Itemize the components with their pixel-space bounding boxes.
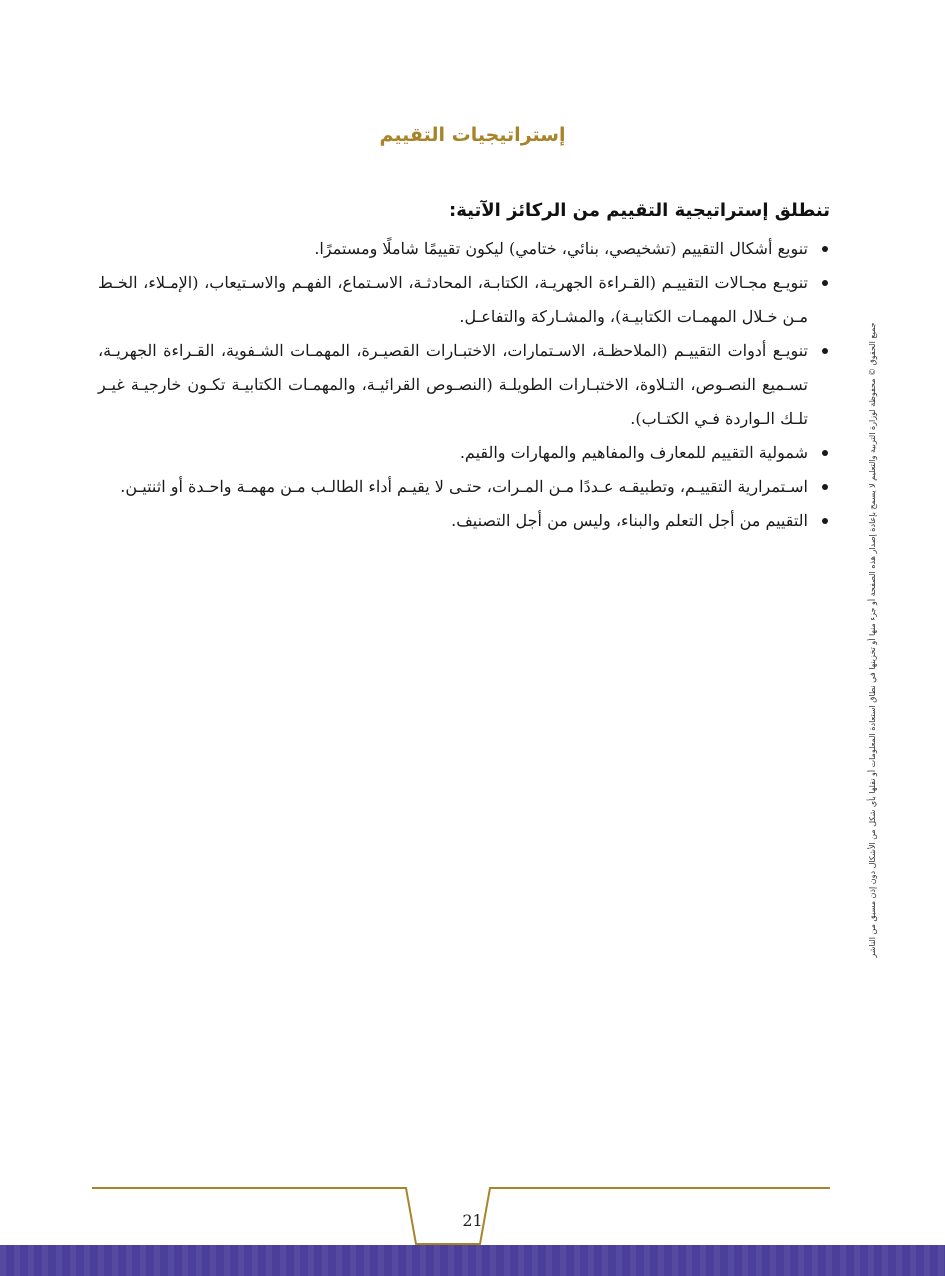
footer-band	[0, 1245, 945, 1276]
list-item-text: شمولية التقييم للمعارف والمفاهيم والمهارات والقيم.	[459, 443, 808, 462]
list-item-text: تنويـع أدوات التقييـم (الملاحظـة، الاسـتمارات، الاختبـارات القصيـرة، المهمـات الشـفوية، القـراءة الجهريـة، تسـميع النصـوص، التـلاوة، الاختبـارات الطويلـة (النصـوص القرائيـة، والمهمـات الكتابيـة تكـون خارجيـة غيـر تلـك الـواردة فـي الكتـاب).	[98, 341, 808, 428]
bullet-icon	[822, 450, 828, 456]
list-item	[98, 504, 830, 538]
list-item-text: تنويـع مجـالات التقييـم (القـراءة الجهريـة، الكتابـة، المحادثـة، الاسـتماع، الفهـم والاسـتيعاب، (الإمـلاء، الخـط مـن خـلال المهمـات الكتابيـة)، والمشـاركة والتفاعـل.	[98, 273, 808, 326]
list-item	[98, 470, 830, 504]
bullet-icon	[822, 484, 828, 490]
bullet-icon	[822, 246, 828, 252]
bullet-list	[98, 232, 830, 538]
list-item	[98, 232, 830, 266]
list-item	[98, 334, 830, 436]
list-item-text: التقييم من أجل التعلم والبناء، وليس من أجل التصنيف.	[451, 511, 808, 530]
intro-heading: تنطلق إستراتيجية التقييم من الركائز الآتية:	[449, 200, 830, 221]
list-item-text: تنويع أشكال التقييم (تشخيصي، بنائي، ختامي) ليكون تقييمًا شاملًا ومستمرًا.	[314, 239, 808, 258]
page-number: 21	[462, 1211, 483, 1230]
bullet-icon	[822, 518, 828, 524]
bullet-icon	[822, 280, 828, 286]
copyright-side-note	[866, 280, 880, 1000]
page-title: إستراتيجيات التقييم	[379, 124, 566, 146]
copyright-text: جميع الحقوق © محفوظة لوزارة التربية والتعليم لا يسمح بإعادة إصدار هذه الصفحة أو جزء منها أو تخزينها في نطاق استعادة المعلومات أو نقلها بأي شكل من الأشكال دون إذن مسبق من الناشر	[868, 322, 877, 958]
list-item	[98, 266, 830, 334]
list-item	[98, 436, 830, 470]
list-item-text: اسـتمرارية التقييـم، وتطبيقـه عـددًا مـن المـرات، حتـى لا يقيـم أداء الطالـب مـن مهمـة واحـدة أو اثنتيـن.	[120, 477, 808, 496]
bullet-icon	[822, 348, 828, 354]
